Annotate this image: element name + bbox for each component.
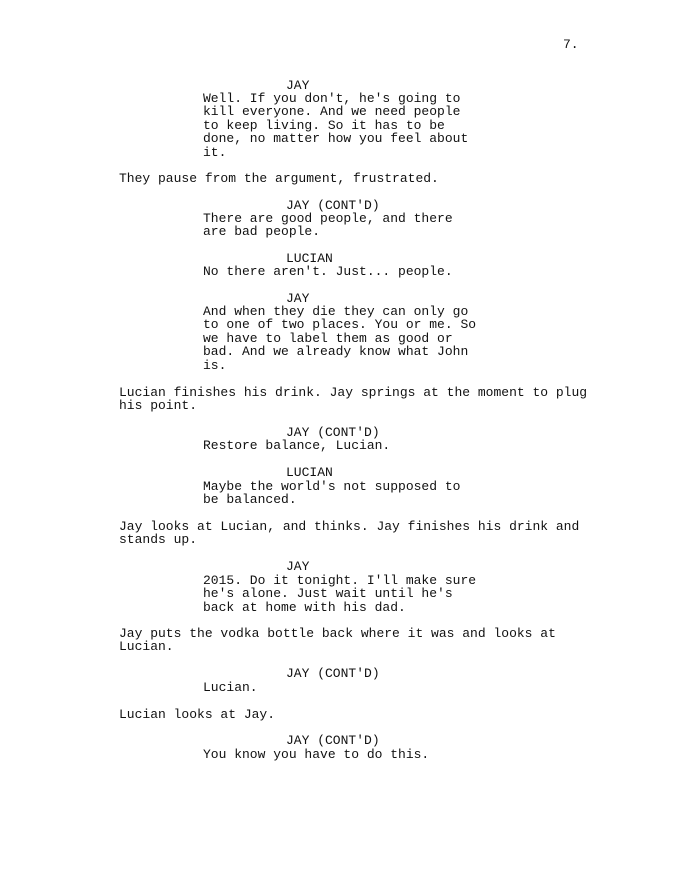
character-name: JAY <box>286 78 310 93</box>
dialogue: And when they die they can only go to one of two places. You or me. So we have to label them as good or bad. And we already know what John is. <box>203 304 477 373</box>
dialogue: No there aren't. Just... people. <box>203 264 453 279</box>
action-line: Lucian looks at Jay. <box>119 707 276 722</box>
action-line: Lucian finishes his drink. Jay springs at the moment to plug his point. <box>119 385 588 414</box>
action-line: Jay puts the vodka bottle back where it was and looks at Lucian. <box>119 626 556 655</box>
action-line: They pause from the argument, frustrated. <box>119 171 439 186</box>
dialogue: Restore balance, Lucian. <box>203 438 391 453</box>
page-number: 7. <box>563 37 579 52</box>
character-name: JAY <box>286 559 310 574</box>
character-name: JAY <box>286 291 310 306</box>
character-name: LUCIAN <box>286 251 333 266</box>
character-name: JAY (CONT'D) <box>286 666 380 681</box>
dialogue: 2015. Do it tonight. I'll make sure he's alone. Just wait until he's back at home with his dad. <box>203 573 477 615</box>
dialogue: You know you have to do this. <box>203 747 430 762</box>
dialogue: Lucian. <box>203 680 258 695</box>
dialogue: Maybe the world's not supposed to be balanced. <box>203 479 461 508</box>
character-name: LUCIAN <box>286 465 333 480</box>
dialogue: Well. If you don't, he's going to kill everyone. And we need people to keep living. So it has to be done, no matter how you feel about it. <box>203 91 469 160</box>
action-line: Jay looks at Lucian, and thinks. Jay finishes his drink and stands up. <box>119 519 580 548</box>
character-name: JAY (CONT'D) <box>286 733 380 748</box>
character-name: JAY (CONT'D) <box>286 425 380 440</box>
dialogue: There are good people, and there are bad people. <box>203 211 453 240</box>
character-name: JAY (CONT'D) <box>286 198 380 213</box>
